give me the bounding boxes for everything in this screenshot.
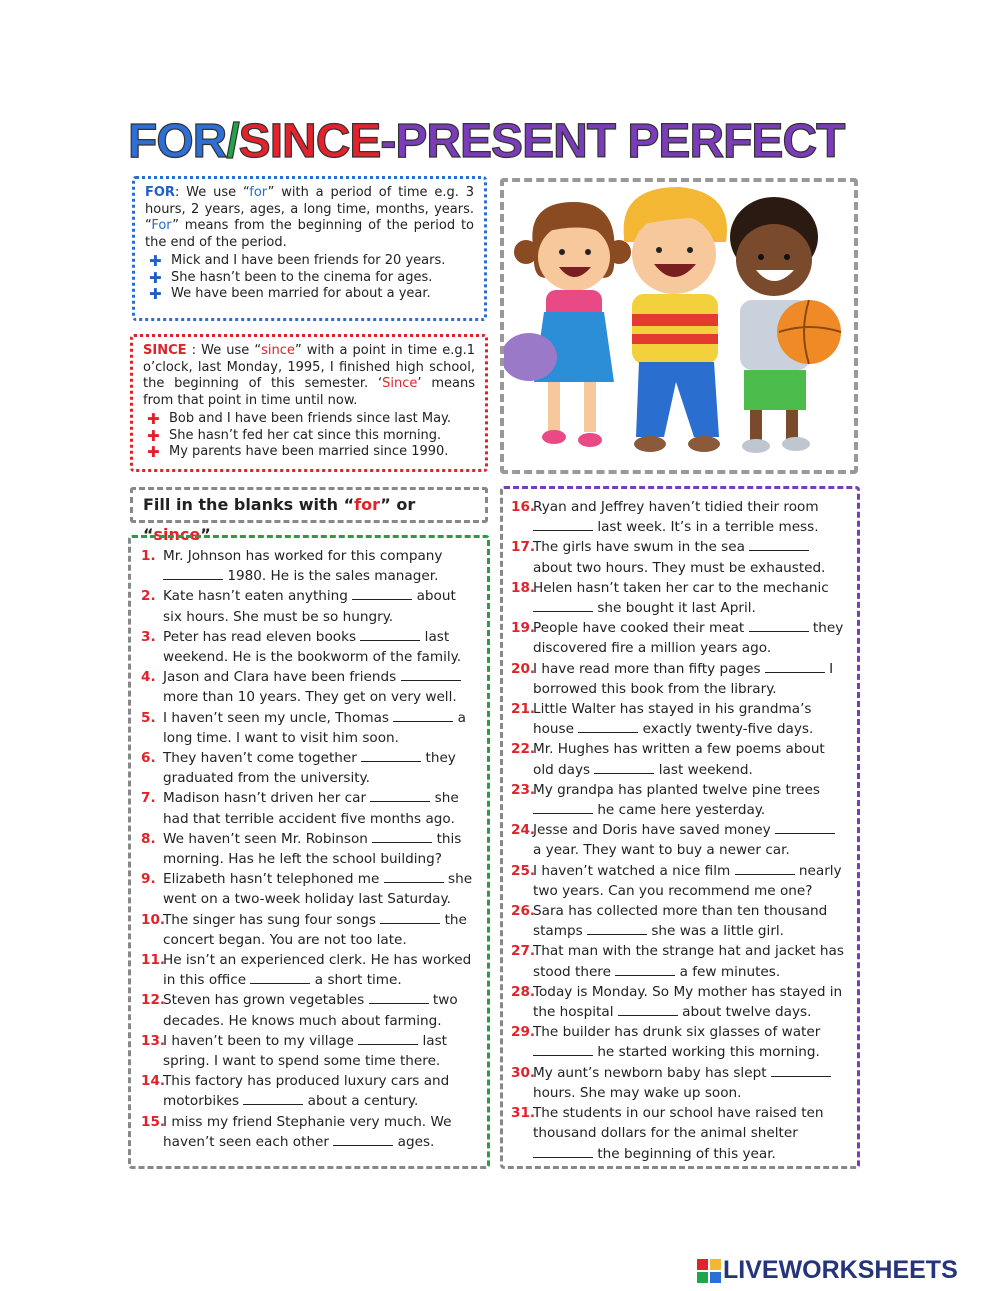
exercise-item [141, 788, 477, 828]
title-since: SINCE [238, 115, 381, 168]
exercise-item [511, 901, 847, 941]
item-text: Mr. Johnson has worked for this company [163, 548, 443, 564]
exercise-item [511, 982, 847, 1022]
item-number: 24. [511, 822, 536, 839]
for-keyword: FOR [145, 185, 175, 200]
blond-boy-figure [624, 187, 727, 452]
page-title [128, 112, 868, 172]
item-number: 6. [141, 750, 156, 767]
answer-blank[interactable] [578, 720, 638, 733]
item-number: 7. [141, 790, 156, 807]
item-text: 1980. He is the sales manager. [223, 568, 439, 585]
item-text: Today is Monday. So My mother has stayed in the hospital [533, 983, 843, 1021]
item-number: 31. [511, 1105, 536, 1122]
answer-blank[interactable] [533, 518, 593, 531]
exercise-item [511, 820, 847, 860]
item-text: The singer has sung four songs [163, 911, 381, 928]
item-text: Kate hasn’t eaten anything [163, 588, 353, 605]
exercise-item [141, 667, 477, 707]
item-number: 5. [141, 709, 156, 726]
item-number: 20. [511, 660, 536, 677]
exercise-item [511, 578, 847, 618]
item-text: We haven’t seen Mr. Robinson [163, 830, 373, 847]
item-text: I have read more than fifty pages [533, 660, 765, 677]
exercise-list-right [500, 486, 860, 1169]
instruction-text: ” or “ [143, 495, 416, 544]
item-text: she was a little girl. [647, 923, 785, 940]
for-example [145, 270, 474, 287]
instruction-text: ” [200, 525, 211, 544]
exercise-item [511, 497, 847, 537]
exercise-item [511, 1063, 847, 1103]
item-number: 9. [141, 871, 156, 888]
since-rule-text [143, 343, 475, 409]
item-number: 16. [511, 499, 536, 515]
exercise-item [141, 546, 477, 586]
for-rule-quote: For [151, 218, 173, 233]
item-text: The builder has drunk six glasses of water [533, 1024, 821, 1041]
item-text: I haven’t seen my uncle, Thomas [163, 709, 394, 726]
answer-blank[interactable] [384, 870, 444, 883]
instruction-text: Fill in the blanks with “ [143, 495, 355, 514]
since-rule-part: ’ means from that point in time until now. [143, 376, 475, 408]
item-text: exactly twenty-five days. [638, 721, 814, 738]
brand-text: LIVEWORKSHEETS [723, 1256, 958, 1284]
title-present-perfect: -PRESENT PERFECT [380, 115, 845, 168]
exercise-item [141, 869, 477, 909]
dark-boy-figure [730, 197, 841, 453]
item-text: I miss my friend Stephanie very much. We haven’t seen each other [163, 1113, 452, 1150]
item-number: 13. [141, 1032, 166, 1049]
answer-blank[interactable] [250, 971, 310, 984]
exercise-item [141, 1071, 477, 1111]
since-rule-quote: since [261, 343, 295, 358]
item-number: 29. [511, 1024, 536, 1041]
answer-blank[interactable] [370, 789, 430, 802]
answer-blank[interactable] [360, 628, 420, 641]
item-text: they discovered fire a million years ago. [533, 620, 844, 657]
answer-blank[interactable] [352, 587, 412, 600]
item-number: 28. [511, 983, 536, 1000]
item-text: a year. They want to buy a newer car. [533, 842, 790, 859]
exercise-item [511, 699, 847, 739]
exercise-item [511, 618, 847, 658]
item-text: He isn’t an experienced clerk. He has worked in this office [163, 952, 472, 989]
answer-blank[interactable] [393, 709, 453, 722]
kids-drawing [504, 182, 854, 470]
item-text: she had that terrible accident five months ago. [163, 790, 459, 827]
answer-blank[interactable] [615, 963, 675, 976]
exercise-item [141, 748, 477, 788]
item-text: Jason and Clara have been friends [163, 669, 401, 686]
instruction-banner [130, 487, 488, 544]
item-text: I haven’t watched a nice film [533, 862, 735, 879]
since-rule-part: ” with a point in time e.g.1 o’clock, last Monday, 1995, I finished high school, the beginning of this semester. ‘ [143, 343, 475, 391]
item-number: 8. [141, 830, 156, 847]
item-text: a long time. I want to visit him soon. [163, 709, 466, 746]
item-number: 22. [511, 741, 536, 758]
item-number: 11. [141, 952, 166, 969]
plus-icon: ✚ [149, 285, 162, 303]
item-text: more than 10 years. They get on very well. [163, 689, 457, 706]
kids-illustration [500, 178, 858, 474]
answer-blank[interactable] [533, 801, 593, 814]
exercise-item [141, 829, 477, 869]
answer-blank[interactable] [735, 862, 795, 875]
exercise-item [141, 910, 477, 950]
since-example [143, 428, 475, 445]
item-text: they graduated from the university. [163, 750, 456, 787]
answer-blank[interactable] [533, 1145, 593, 1158]
since-rule-quote: Since [382, 376, 418, 391]
item-text: Peter has read eleven books [163, 628, 361, 645]
plus-icon: ✚ [147, 443, 160, 461]
example-text: She hasn’t been to the cinema for ages. [171, 269, 433, 285]
since-rule-box [130, 334, 488, 472]
exercise-item [141, 950, 477, 990]
example-text: My parents have been married since 1990. [169, 444, 449, 459]
item-text: last spring. I want to spend some time there. [163, 1032, 448, 1070]
exercise-item [511, 1103, 847, 1164]
item-number: 3. [141, 628, 156, 645]
for-rule-part: : We use “ [174, 185, 250, 200]
item-number: 15. [141, 1113, 166, 1130]
exercise-item [141, 627, 477, 667]
example-text: She hasn’t fed her cat since this morning. [169, 427, 442, 443]
plus-icon: ✚ [147, 410, 160, 428]
answer-blank[interactable] [333, 1133, 393, 1146]
item-number: 1. [141, 548, 156, 564]
since-rule-part: : We use “ [186, 343, 262, 358]
liveworksheets-logo [697, 1255, 997, 1285]
item-text: People have cooked their meat [533, 620, 749, 637]
answer-blank[interactable] [749, 619, 809, 632]
item-text: Mr. Hughes has written a few poems about old days [533, 741, 825, 778]
answer-blank[interactable] [533, 1043, 593, 1056]
for-rule-part: ” with a period of time e.g. 3 hours, 2 years, ages, a long time, months, years. “ [145, 185, 474, 233]
item-number: 21. [511, 701, 536, 718]
title-for: FOR [128, 115, 227, 168]
item-text: she went on a two-week holiday last Saturday. [163, 871, 473, 908]
for-example [145, 253, 474, 270]
item-text: Ryan and Jeffrey haven’t tidied their room [533, 499, 819, 515]
exercise-item [511, 780, 847, 820]
item-text: two decades. He knows much about farming. [163, 992, 458, 1029]
for-rule-text [145, 185, 474, 251]
exercise-item [141, 708, 477, 748]
girl-figure [504, 202, 631, 447]
for-rule-quote: for [249, 185, 268, 200]
item-number: 12. [141, 992, 166, 1009]
answer-blank[interactable] [243, 1092, 303, 1105]
item-text: about six hours. She must be so hungry. [163, 588, 456, 625]
for-example [145, 286, 474, 303]
item-text: last weekend. He is the bookworm of the family. [163, 628, 462, 666]
since-example [143, 444, 475, 461]
item-number: 26. [511, 903, 536, 920]
answer-blank[interactable] [594, 761, 654, 774]
since-example [143, 411, 475, 428]
item-text: the concert began. You are not too late. [163, 911, 467, 948]
item-text: They haven’t come together [163, 750, 362, 767]
item-number: 17. [511, 539, 536, 556]
item-text: nearly two years. Can you recommend me one? [533, 862, 842, 899]
item-text: My grandpa has planted twelve pine trees [533, 781, 820, 798]
for-rule-box [132, 176, 487, 321]
item-number: 25. [511, 862, 536, 879]
answer-blank[interactable] [533, 599, 593, 612]
answer-blank[interactable] [771, 1064, 831, 1077]
item-number: 19. [511, 620, 536, 637]
item-text: The girls have swum in the sea [533, 539, 750, 556]
since-examples [143, 411, 475, 461]
item-text: This factory has produced luxury cars and motorbikes [163, 1073, 450, 1110]
item-text: My aunt’s newborn baby has slept [533, 1064, 771, 1081]
exercise-item [141, 990, 477, 1030]
item-text: this morning. Has he left the school building? [163, 830, 462, 868]
item-text: he started working this morning. [593, 1044, 820, 1061]
answer-blank[interactable] [361, 749, 421, 762]
item-text: about a century. [303, 1093, 419, 1110]
exercise-item [511, 537, 847, 577]
item-text: I haven’t been to my village [163, 1032, 359, 1049]
answer-blank[interactable] [775, 821, 835, 834]
title-slash: / [226, 115, 239, 168]
answer-blank[interactable] [618, 1003, 678, 1016]
item-text: The students in our school have raised ten thousand dollars for the animal shelter [533, 1105, 824, 1142]
example-text: Bob and I have been friends since last May. [169, 411, 452, 426]
answer-blank[interactable] [749, 538, 809, 551]
item-number: 10. [141, 911, 166, 928]
item-text: about two hours. They must be exhausted. [533, 559, 826, 576]
item-text: That man with the strange hat and jacket has stood there [533, 943, 844, 980]
item-text: she bought it last April. [593, 600, 756, 617]
item-text: Steven has grown vegetables [163, 992, 369, 1009]
item-number: 27. [511, 943, 536, 960]
plus-icon: ✚ [149, 252, 162, 270]
exercise-item [141, 586, 477, 626]
answer-blank[interactable] [163, 567, 223, 580]
item-number: 18. [511, 579, 536, 596]
answer-blank[interactable] [587, 922, 647, 935]
item-text: he came here yesterday. [593, 802, 766, 819]
exercise-item [141, 1112, 477, 1152]
item-text: hours. She may wake up soon. [533, 1084, 742, 1101]
item-text: Helen hasn’t taken her car to the mechanic [533, 579, 829, 596]
exercise-item [511, 941, 847, 981]
for-rule-part: ” means from the beginning of the period to the end of the period. [145, 218, 474, 250]
item-text: a few minutes. [675, 963, 781, 980]
exercise-item [511, 861, 847, 901]
exercise-list-left [128, 535, 490, 1169]
plus-icon: ✚ [147, 426, 160, 445]
item-text: about twelve days. [677, 1004, 812, 1021]
example-text: We have been married for about a year. [171, 286, 431, 301]
item-text: last weekend. [654, 761, 753, 778]
answer-blank[interactable] [358, 1032, 418, 1045]
item-number: 14. [141, 1073, 166, 1090]
answer-blank[interactable] [372, 830, 432, 843]
item-text: the beginning of this year. [593, 1145, 776, 1162]
item-text: I borrowed this book from the library. [533, 660, 834, 697]
item-text: a short time. [310, 972, 402, 989]
example-text: Mick and I have been friends for 20 years. [171, 253, 446, 268]
answer-blank[interactable] [380, 911, 440, 924]
exercise-item [511, 739, 847, 779]
item-text: Little Walter has stayed in his grandma’s house [533, 701, 812, 738]
answer-blank[interactable] [369, 991, 429, 1004]
instruction-for: for [354, 495, 381, 514]
item-text: Madison hasn’t driven her car [163, 790, 371, 807]
answer-blank[interactable] [765, 660, 825, 673]
plus-icon: ✚ [149, 268, 162, 287]
answer-blank[interactable] [401, 668, 461, 681]
liveworksheets-icon [697, 1259, 721, 1283]
for-examples [145, 253, 474, 303]
since-keyword: SINCE [143, 343, 187, 358]
item-number: 4. [141, 669, 156, 686]
item-number: 23. [511, 781, 536, 798]
item-text: Jesse and Doris have saved money [533, 822, 776, 839]
item-text: ages. [393, 1133, 435, 1150]
exercise-item [511, 659, 847, 699]
item-text: Sara has collected more than ten thousand stamps [533, 903, 828, 940]
item-number: 30. [511, 1064, 536, 1081]
item-text: last week. It’s in a terrible mess. [593, 519, 819, 536]
instruction-since: since [153, 525, 201, 544]
exercise-item [141, 1031, 477, 1071]
exercise-item [511, 1022, 847, 1062]
item-number: 2. [141, 588, 156, 605]
item-text: Elizabeth hasn’t telephoned me [163, 871, 384, 888]
